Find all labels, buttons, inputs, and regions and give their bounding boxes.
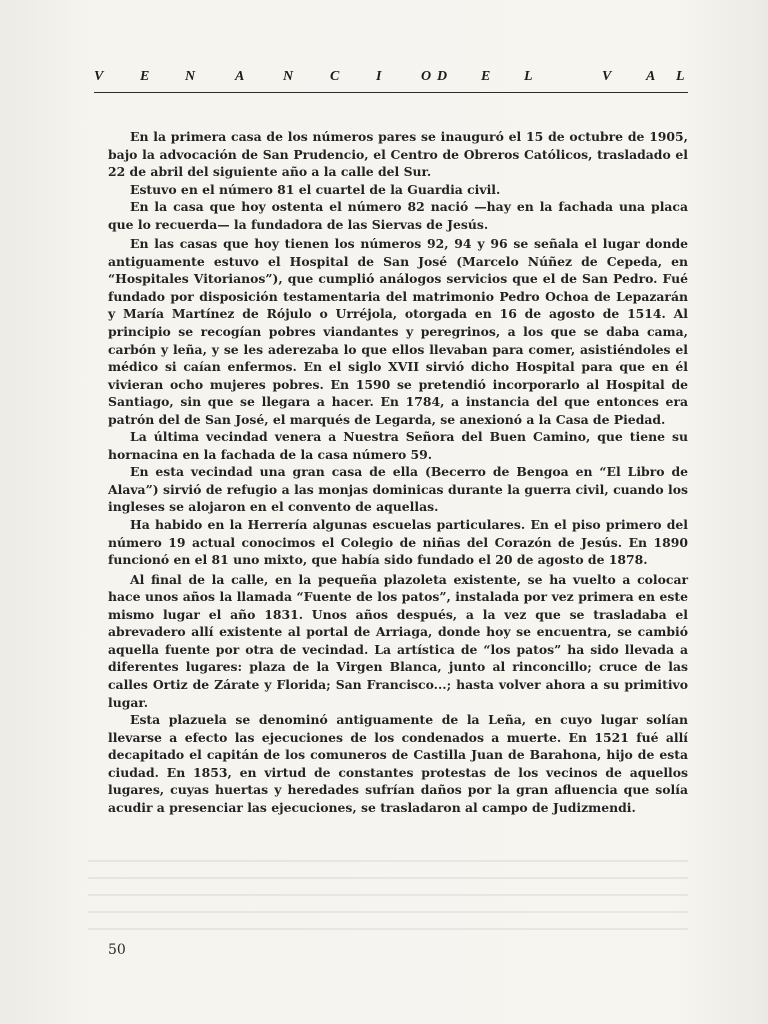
header-letter: I xyxy=(376,69,382,84)
paragraph-plazuela-de-la-lena: Esta plazuela se denominó antiguamente de la Leña, en cuyo lugar solían llevarse a efecto las ejecuciones de los condenados a muerte. En 1521 fué allí decapitado el capitán de los comuneros de Castilla Juan de Barahona, hijo de esta ciudad. En 1853, en virtud de constantes protestas de los vecinos de aquellos lugares, cuyas huertas y heredades sufrían daños por la gran afluencia que solía acudir a presenciar las ejecuciones, se trasladaron al campo de Judizmendi. xyxy=(108,712,688,815)
page-number: 50 xyxy=(108,942,126,958)
paragraph-hospital-san-jose: En las casas que hoy tienen los números 92, 94 y 96 se señala el lugar donde antiguamente estuvo el Hospital de San José (Marcelo Núñez de Cepeda, en “Hospitales Vitorianos”), que cumplió análogos servicios que el de San Pedro. Fué fundado por disposición testamentaria del matrimonio Pedro Ochoa de Lepazarán y María Martínez de Rójulo o Urréjola, otorgada en 16 de agosto de 1514. Al principio se recogían pobres viandantes y peregrinos, a los que se daba cama, carbón y leña, y se les aderezaba lo que ellos llevaban para comer, asistiéndoles el médico si caían enfermos. En el siglo XVII sirvió dicho Hospital para que en él vivieran ocho mujeres pobres. En 1590 se pretendió incorporarlo al Hospital de Santiago, sin que se llegara a hacer. En 1784, a instancia del que entonces era patrón del de San José, el marqués de Legarda, se anexionó a la Casa de Piedad. xyxy=(108,236,688,427)
header-letter: L xyxy=(676,69,685,84)
header-letter: E xyxy=(140,69,150,84)
header-letter: O xyxy=(421,69,432,84)
paragraph-buen-camino: La última vecindad venera a Nuestra Señora del Buen Camino, que tiene su hornacina en la fachada de la casa número 59. xyxy=(108,429,688,462)
paragraph-siervas-de-jesus: En la casa que hoy ostenta el número 82 nació —hay en la fachada una placa que lo recuerda— la fundadora de las Siervas de Jesús. xyxy=(108,199,688,232)
header-letter: A xyxy=(235,69,245,84)
header-letter: C xyxy=(330,69,340,84)
header-letter: V xyxy=(94,69,104,84)
header-letter: N xyxy=(185,69,196,84)
paragraph-monjas-dominicas: En esta vecindad una gran casa de ella (Becerro de Bengoa en “El Libro de Alava”) sirvió de refugio a las monjas dominicas durante la guerra civil, cuando los ingleses se alojaron en el convento de aquellas. xyxy=(108,464,688,515)
header-letter: N xyxy=(283,69,294,84)
body-text xyxy=(108,128,688,816)
header-letter: L xyxy=(524,69,533,84)
header-letter: E xyxy=(481,69,491,84)
running-header xyxy=(94,68,688,93)
paragraph-centro-obreros: En la primera casa de los números pares se inauguró el 15 de octubre de 1905, bajo la advocación de San Prudencio, el Centro de Obreros Católicos, trasladado el 22 de abril del siguiente año a la calle del Sur. xyxy=(108,129,688,180)
show-through-texture xyxy=(88,860,688,930)
paragraph-guardia-civil: Estuvo en el número 81 el cuartel de la Guardia civil. xyxy=(130,181,501,197)
paragraph-fuente-de-los-patos: Al final de la calle, en la pequeña plazoleta existente, se ha vuelto a colocar hace unos años la llamada “Fuente de los patos”, instalada por vez primera en este mismo lugar el año 1831. Unos años después, a la vez que se trasladaba el abrevadero allí existente al portal de Arriaga, donde hoy se encuentra, se cambió aquella fuente por otra de vecindad. La artística de “los patos” ha sido llevada a diferentes lugares: plaza de la Virgen Blanca, junto al rinconcillo; cruce de las calles Ortiz de Zárate y Florida; San Francisco...; hasta volver ahora a su primitivo lugar. xyxy=(108,571,688,710)
header-letter: A xyxy=(646,69,656,84)
paragraph-escuelas: Ha habido en la Herrería algunas escuelas particulares. En el piso primero del número 19 actual conocimos el Colegio de niñas del Corazón de Jesús. En 1890 funcionó en el 81 uno mixto, que había sido fundado el 20 de agosto de 1878. xyxy=(108,517,688,568)
header-letter: V xyxy=(602,69,612,84)
header-letter: D xyxy=(437,69,448,84)
